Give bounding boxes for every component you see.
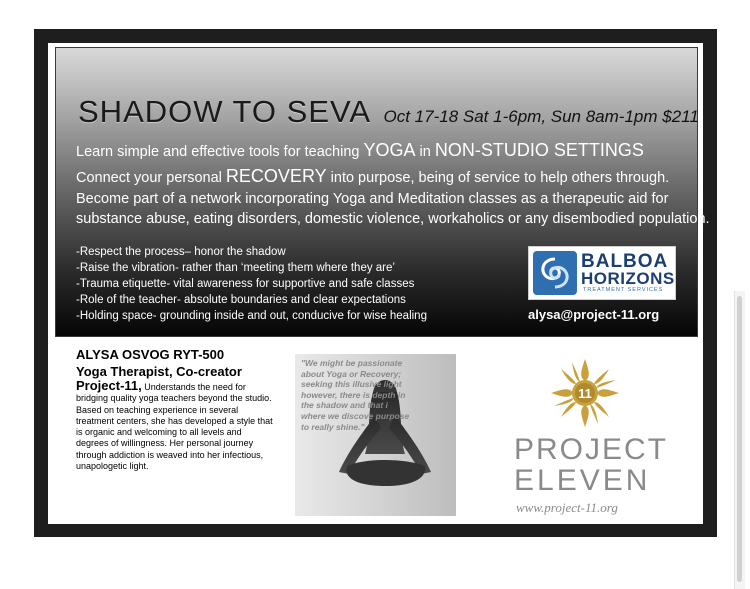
tagline-1-yoga: YOGA [363,140,416,160]
flyer-inner [48,43,710,524]
bullet-item: -Raise the vibration- rather than ‘meeting them where they are’ [76,262,395,274]
project-name-line-1: PROJECT [514,433,669,466]
tagline-1-text: Learn simple and effective tools for teaching [76,144,364,160]
logo-line-1: BALBOA [581,251,669,272]
contact-email[interactable]: alysa@project-11.org [528,307,660,322]
bullet-list [76,244,427,324]
event-title: SHADOW TO SEVA [78,94,372,129]
balboa-horizons-logo [528,246,676,300]
bio-name: ALYSA OSVOG RYT-500 [76,347,225,362]
bio-paragraph [76,380,276,472]
bio-org: Project-11, [76,378,142,393]
title-row [78,94,699,130]
project-url[interactable]: www.project-11.org [516,500,618,515]
event-date: Oct 17-18 Sat 1-6pm, Sun 8am-1pm $211 [383,107,699,126]
event-banner [55,47,710,337]
logo-line-2: HORIZONS [581,269,675,288]
tagline-1-in: in [415,144,435,160]
emblem-number: 11 [578,386,592,401]
scrollbar-thumb[interactable] [737,296,742,582]
bullet-item: -Trauma etiquette- vital awareness for supportive and safe classes [76,278,415,290]
tagline-2-end: into purpose, being of service to help others through. [326,170,670,186]
tagline-4: substance abuse, eating disorders, domestic violence, workaholics or any disembodied population. [76,211,710,227]
tagline-1-settings: NON-STUDIO SETTINGS [434,140,644,160]
bullet-item: -Role of the teacher- absolute boundaries and clear expectations [76,294,406,306]
tagline-3: Become part of a network incorporating Yoga and Meditation classes as a therapeutic aid for [76,191,669,207]
bio-section [76,347,276,472]
tagline-2-text: Connect your personal [76,170,226,186]
bio-text: Understands the need for bridging quality yoga teachers beyond the studio. Based on teaching experience in several treatment centers, she has developed a style that is organic and welcoming to all levels and degrees of willingness. Her personal journey through addiction is weaved into her infectious, unapologetic light. [76,382,273,472]
bullet-item: -Respect the process– honor the shadow [76,246,286,258]
tagline-2-recovery: RECOVERY [225,166,327,186]
swirl-icon [533,251,577,295]
tagline-1 [76,140,644,161]
logo-subtitle: TREATMENT SERVICES [583,287,664,293]
project-name-line-2: ELEVEN [514,464,651,497]
tagline-2 [76,166,669,187]
bio-role: Yoga Therapist, Co-creator [76,364,242,379]
bullet-item: -Holding space- grounding inside and out, conducive for wise healing [76,310,427,322]
flyer [34,29,717,537]
meditation-photo [295,354,456,516]
quote-text: "We might be passionate about Yoga or Recovery; seeking this illusive light however, there is depth in the shadow and that i where we discove purpose to really shine." [301,358,410,432]
